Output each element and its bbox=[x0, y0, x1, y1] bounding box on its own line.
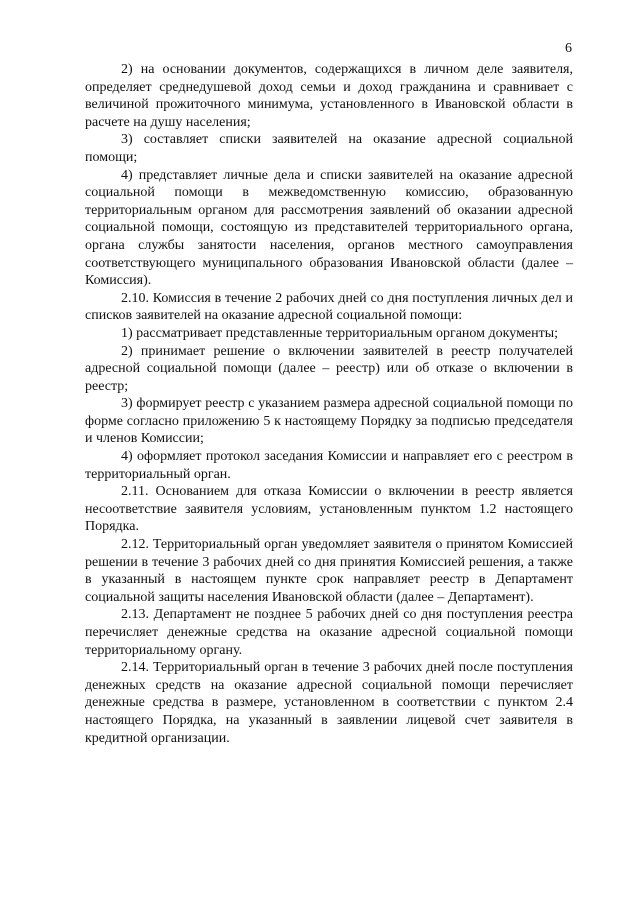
paragraph: 2) принимает решение о включении заявителей в реестр получателей адресной социальной помощи (далее – реестр) или об отказе о включении в реестр; bbox=[85, 343, 573, 394]
paragraph: 4) оформляет протокол заседания Комиссии и направляет его с реестром в территориальный орган. bbox=[85, 449, 573, 482]
paragraph: 2.10. Комиссия в течение 2 рабочих дней со дня поступления личных дел и списков заявителей на оказание адресной социальной помощи: bbox=[85, 290, 573, 324]
paragraph: 2.13. Департамент не позднее 5 рабочих дней со дня поступления реестра перечисляет денежные средства на оказание адресной социальной помощи территориальному органу. bbox=[85, 607, 573, 658]
paragraph: 2.14. Территориальный орган в течение 3 рабочих дней после поступления денежных средств на оказание адресной социальной помощи перечисляет денежные средства в размере, установленном в соответствии с пунктом 2.4 настоящего Порядка, на указанный в заявлении лицевой счет заявителя в кредитной организации. bbox=[85, 660, 573, 746]
paragraph: 3) формирует реестр с указанием размера адресной социальной помощи по форме согласно приложению 5 к настоящему Порядку за подписью председателя и членов Комиссии; bbox=[85, 396, 573, 447]
paragraph: 1) рассматривает представленные территориальным органом документы; bbox=[121, 325, 559, 341]
paragraph: 2.12. Территориальный орган уведомляет заявителя о принятом Комиссией решении в течение 3 рабочих дней со дня принятия Комиссией решения, а также в указанный в настоящем пункте срок направляет реестр в Департамент социальной защиты населения Ивановской области (далее – Департамент). bbox=[85, 537, 573, 605]
paragraph: 2) на основании документов, содержащихся в личном деле заявителя, определяет среднедушевой доход семьи и доход гражданина и сравнивает с величиной прожиточного минимума, установленного в Ивановской области в расчете на душу населения; bbox=[85, 62, 573, 130]
paragraph: 3) составляет списки заявителей на оказание адресной социальной помощи; bbox=[85, 132, 573, 165]
paragraph: 2.11. Основанием для отказа Комиссии о включении в реестр является несоответствие заявителя условиям, установленным пунктом 1.2 настоящего Порядка. bbox=[85, 484, 573, 535]
page-number: 6 bbox=[565, 41, 572, 56]
paragraph: 4) представляет личные дела и списки заявителей на оказание адресной социальной помощи в межведомственную комиссию, образованную территориальным органом для рассмотрения заявлений об оказании адресной социальной помощи, состоящую из представителей территориального органа, органа службы занятости населения, органов местного самоуправления соответствующего муниципального образования Ивановской области (далее – Комиссия). bbox=[85, 167, 573, 289]
document-body bbox=[85, 61, 573, 747]
